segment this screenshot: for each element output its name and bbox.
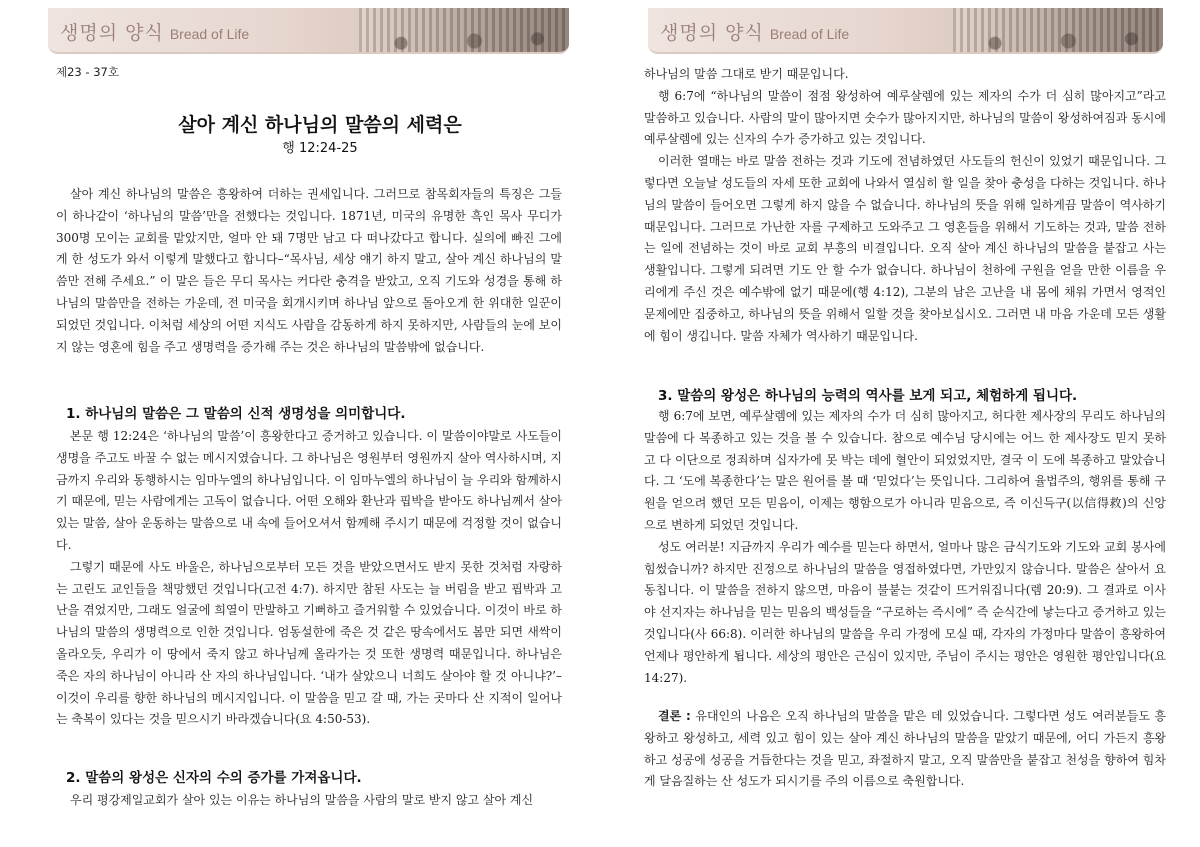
conclusion-label: 결론 : [658,709,691,723]
right-page [600,0,1200,847]
section3-text [644,406,1166,689]
paragraph: 행 6:7에 “하나님의 말씀이 점점 왕성하여 예루살렘에 있는 제자의 수가 더 심히 많아지고”라고 말씀하고 있습니다. 사람의 말이 많아지면 숫수가 많아지지만, 하나님의 말씀이 왕성하여짐과 동시에 예루살렘에 있는 신자의 수가 증가하고 있는 것입니다. [644,88,1166,147]
header-banner [48,8,569,54]
section2-heading: 2. 말씀의 왕성은 신자의 수의 증가를 가져옵니다. [66,770,362,786]
paragraph: 살아 계신 하나님의 말씀은 흥왕하여 더하는 권세입니다. 그러므로 참목회자들의 특징은 그들이 하나같이 ‘하나님의 말씀’만을 전했다는 것입니다. 1871년, 미국의 유명한 흑인 목사 무디가 300명 모이는 교회를 맡았지만, 얼마 안 돼 7명만 남고 다 떠나갔다고 합니다. 실의에 빠진 그에게 한 성도가 와서 이렇게 말했다고 합니다–“목사님, 세상 얘기 하지 말고, 살아 계신 하나님의 말씀만 전해 주세요.” 이 말은 들은 무디 목사는 커다란 충격을 받았고, 오직 기도와 성경을 통해 하나님의 말씀만을 전하는 가운데, 전 미국을 회개시키며 하나님 앞으로 돌아오게 한 위대한 일꾼이 되었던 것입니다. 이처럼 세상의 어떤 지식도 사람을 감동하게 하지 못하지만, 사람들의 눈에 보이지 않는 영혼에 힘을 주고 생명력을 증가해 주는 것은 하나님의 말씀밖에 없습니다. [56,187,562,354]
paragraph: 우리 평강제일교회가 살아 있는 이유는 하나님의 말씀을 사람의 말로 받지 않고 살아 계신 [70,793,534,807]
banner-title: 생명의 양식 Bread of Life [660,22,850,44]
section2-text-continued [644,64,1166,347]
paragraph: 성도 여러분! 지금까지 우리가 예수를 믿는다 하면서, 얼마나 많은 금식기도와 기도와 교회 봉사에 힘썼습니까? 하지만 진정으로 하나님의 말씀을 영접하였다면, 가만있지 않습니다. 말씀은 살아서 요동칩니다. 이 말씀을 전하지 않으면, 마음이 불붙는 것같이 뜨거워집니다(렘 20:9). 그 결과로 이사야 선지자는 하나님을 믿는 믿음의 백성들을 “구로하는 즉시에” 즉 순식간에 낳는다고 증거하고 있는 것입니다(사 66:8). 이러한 하나님의 말씀을 우리 가정에 모실 때, 각자의 가정마다 말씀이 흥왕하여 언제나 평안하게 됩니다. 세상의 평안은 근심이 있지만, 주님이 주시는 평안은 영원한 평안입니다(요 14:27). [644,539,1166,685]
section1-heading: 1. 하나님의 말씀은 그 말씀의 신적 생명성을 의미합니다. [66,406,406,422]
issue-number: 제23 - 37호 [56,65,119,79]
header-banner [648,8,1163,54]
section2-text-start [56,790,562,812]
banner-subtitle: Bread of Life [169,26,250,42]
intro-text [56,184,562,358]
paragraph: 본문 행 12:24은 ‘하나님의 말씀’이 흥왕한다고 증거하고 있습니다. 이 말씀이야말로 사도들이 생명을 주고도 바꿀 수 없는 메시지였습니다. 그 하나님은 영원부터 영원까지 살아 역사하시며, 지금까지 우리와 동행하시는 임마누엘의 하나님입니다. 이 임마누엘의 하나님이 늘 우리와 함께하시기 때문에, 믿는 사람에게는 고독이 없습니다. 어떤 오해와 환난과 핍박을 받아도 하나님께서 살아 있는 말씀, 살아 운동하는 말씀으로 내 속에 들어오셔서 함께해 주시기 때문에 걱정할 것이 없습니다. [56,429,562,552]
scripture-reference: 행 12:24-25 [282,141,358,156]
banner-subtitle: Bread of Life [769,26,850,42]
paragraph: 하나님의 말씀 그대로 받기 때문입니다. [644,67,849,81]
paragraph: 행 6:7에 보면, 예루살렘에 있는 제자의 수가 더 심히 많아지고, 허다한 제사장의 무리도 하나님의 말씀에 다 복종하고 있는 것을 볼 수 있습니다. 참으로 예수님 당시에는 어느 한 제사장도 믿지 못하고 다 이단으로 정죄하며 십자가에 못 박는 데에 혈안이 되었었지만, 결국 이 도에 복종하고 말았습니다. 그 ‘도에 복종한다’는 말은 원어를 볼 때 ‘믿었다’는 뜻입니다. 그리하여 율법주의, 행위를 통해 구원을 얻으려 했던 모든 믿음이, 이제는 행함으로가 아니라 믿음으로, 즉 이신득구(以信得救)의 신앙으로 변하게 되었던 것입니다. [644,409,1166,532]
crowd-photo [359,8,569,52]
paragraph [644,706,1166,793]
sermon-title: 살아 계신 하나님의 말씀의 세력은 [178,114,462,136]
conclusion-text [644,706,1166,793]
paragraph: 그렇기 때문에 사도 바울은, 하나님으로부터 모든 것을 받았으면서도 받지 못한 것처럼 자랑하는 고린도 교인들을 책망했던 것입니다(고전 4:7). 하지만 참된 사도는 늘 버림을 받고 핍박과 고난을 겪었지만, 그래도 얼굴에 희열이 만발하고 기뻐하고 즐거워할 수 있었습니다. 이것이 바로 하나님의 말씀의 생명력으로 인한 것입니다. 엄동설한에 죽은 것 같은 땅속에서도 봄만 되면 새싹이 올라오듯, 우리가 이 땅에서 죽지 않고 하나님께 올라가는 것 또한 생명력 때문입니다. 하나님은 죽은 자의 하나님이 아니라 산 자의 하나님입니다. ‘내가 살았으니 너희도 살아야 할 것 아니냐?’–이것이 우리를 향한 하나님의 메시지입니다. 이 말씀을 믿고 갈 때, 가는 곳마다 산 지적이 일어나는 축복이 있다는 것을 믿으시기 바라겠습니다(요 4:50-53). [56,559,562,727]
section3-heading: 3. 말씀의 왕성은 하나님의 능력의 역사를 보게 되고, 체험하게 됩니다. [658,388,1078,404]
banner-title: 생명의 양식 Bread of Life [60,22,250,44]
section1-text [56,426,562,731]
conclusion-body: 유대인의 나음은 오직 하나님의 말씀을 맡은 데 있었습니다. 그렇다면 성도 여러분들도 흥왕하고 왕성하고, 세력 있고 힘이 있는 살아 계신 하나님의 말씀을 맡았기 때문에, 어디 가든지 흥왕하고 성공에 성공을 거듭한다는 것을 믿고, 좌절하지 말고, 오직 말씀만을 붙잡고 천성을 향하여 힘차게 달음질하는 산 성도가 되시기를 주의 이름으로 축원합니다. [644,709,1166,789]
crowd-photo [953,8,1163,52]
paragraph: 이러한 열매는 바로 말씀 전하는 것과 기도에 전념하였던 사도들의 헌신이 있었기 때문입니다. 그렇다면 오늘날 성도들의 자세 또한 교회에 나와서 열심히 할 일을 찾아 충성을 다하는 것입니다. 하나님의 말씀이 들어오면 그렇게 하지 않을 수 없습니다. 하나님의 뜻을 위해 일하게끔 말씀이 역사하기 때문입니다. 그러므로 가난한 자를 구제하고 도와주고 그 영혼들을 위해서 기도하는 것과, 말씀 전하는 일에 전념하는 것이 바로 교회 부흥의 비결입니다. 오직 살아 계신 하나님의 말씀을 붙잡고 사는 생활입니다. 그렇게 되려면 기도 안 할 수가 없습니다. 하나님이 천하에 구원을 얻을 만한 이름을 우리에게 주신 것은 예수밖에 없기 때문에(행 4:12), 그분의 남은 고난을 내 몸에 채워 가면서 영적인 문제에만 집중하고, 하나님의 뜻을 위해서 일할 것을 찾아보십시오. 그러면 내 마음 가운데 모든 생활에 힘이 생깁니다. 말씀 자체가 역사하기 때문입니다. [644,154,1166,343]
